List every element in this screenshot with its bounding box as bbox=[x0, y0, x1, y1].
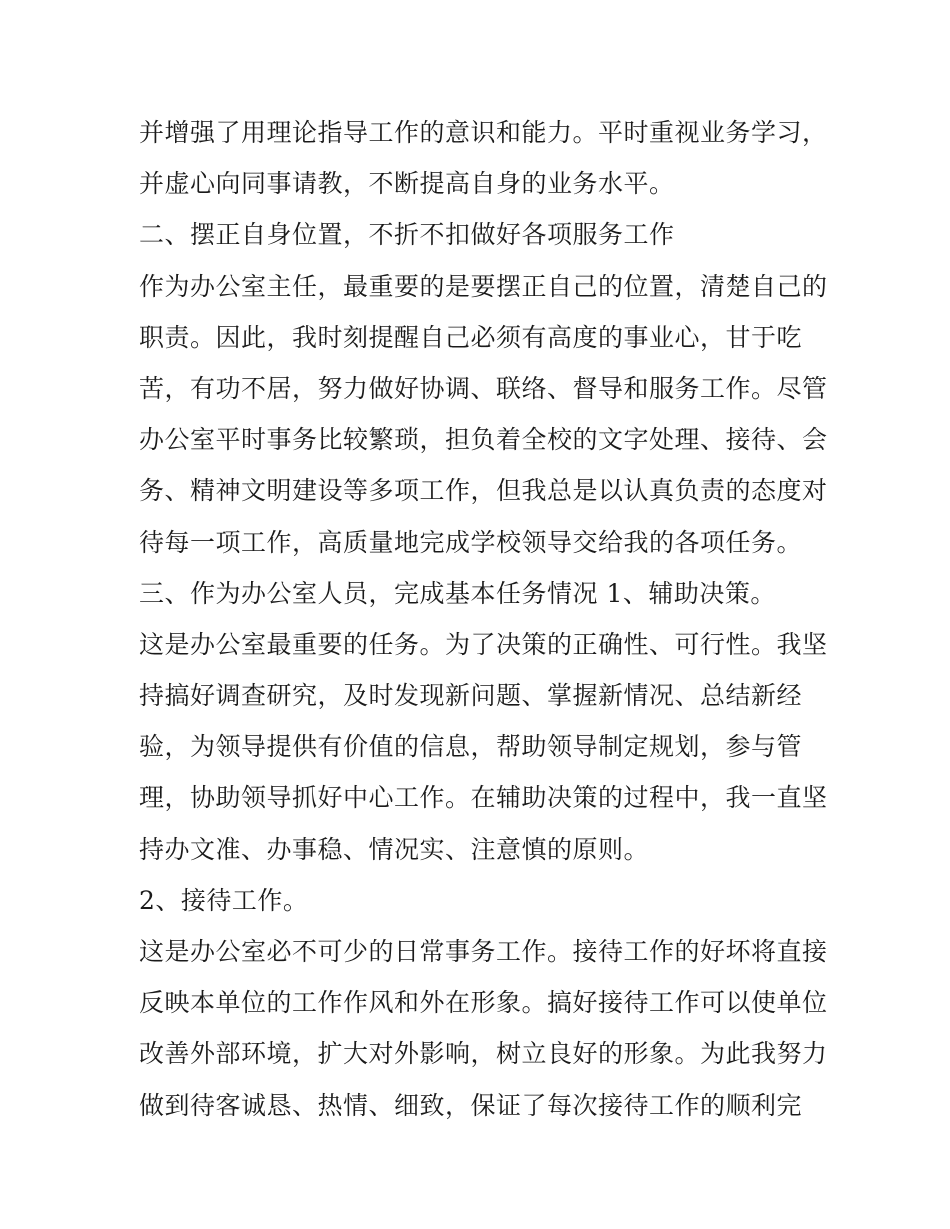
document-body bbox=[139, 107, 829, 1131]
text-line: 反映本单位的工作作风和外在形象。搞好接待工作可以使单位 bbox=[139, 988, 828, 1018]
section-heading: 三、作为办公室人员，完成基本任务情况 1、辅助决策。 bbox=[139, 578, 776, 608]
text-line: 做到待客诚恳、热情、细致，保证了每次接待工作的顺利完 bbox=[139, 1090, 803, 1120]
section-heading: 二、摆正自身位置，不折不扣做好各项服务工作 bbox=[139, 220, 675, 250]
text-line: 待每一项工作，高质量地完成学校领导交给我的各项任务。 bbox=[139, 527, 803, 557]
text-line: 验，为领导提供有价值的信息，帮助领导制定规划，参与管 bbox=[139, 732, 803, 762]
text-line: 这是办公室必不可少的日常事务工作。接待工作的好坏将直接 bbox=[139, 937, 828, 966]
text-line: 苦，有功不居，努力做好协调、联络、督导和服务工作。尽管 bbox=[139, 373, 828, 403]
text-line: 这是办公室最重要的任务。为了决策的正确性、可行性。我坚 bbox=[139, 629, 828, 659]
text-line: 持办文准、办事稳、情况实、注意慎的原则。 bbox=[139, 834, 650, 864]
text-line: 办公室平时事务比较繁琐，担负着全校的文字处理、接待、会 bbox=[139, 425, 828, 455]
text-line: 并虚心向同事请教，不断提高自身的业务水平。 bbox=[139, 169, 675, 199]
text-line: 持搞好调查研究，及时发现新问题、掌握新情况、总结新经 bbox=[139, 681, 803, 711]
text-line: 并增强了用理论指导工作的意识和能力。平时重视业务学习， bbox=[139, 118, 828, 147]
text-line: 职责。因此，我时刻提醒自己必须有高度的事业心，甘于吃 bbox=[139, 322, 803, 352]
text-line: 作为办公室主任，最重要的是要摆正自己的位置，清楚自己的 bbox=[139, 271, 828, 301]
text-line: 改善外部环境，扩大对外影响，树立良好的形象。为此我努力 bbox=[139, 1039, 828, 1069]
text-line: 理，协助领导抓好中心工作。在辅助决策的过程中，我一直坚 bbox=[139, 783, 828, 813]
subsection-heading: 2、接待工作。 bbox=[139, 885, 309, 915]
text-line: 务、精神文明建设等多项工作，但我总是以认真负责的态度对 bbox=[139, 476, 828, 506]
